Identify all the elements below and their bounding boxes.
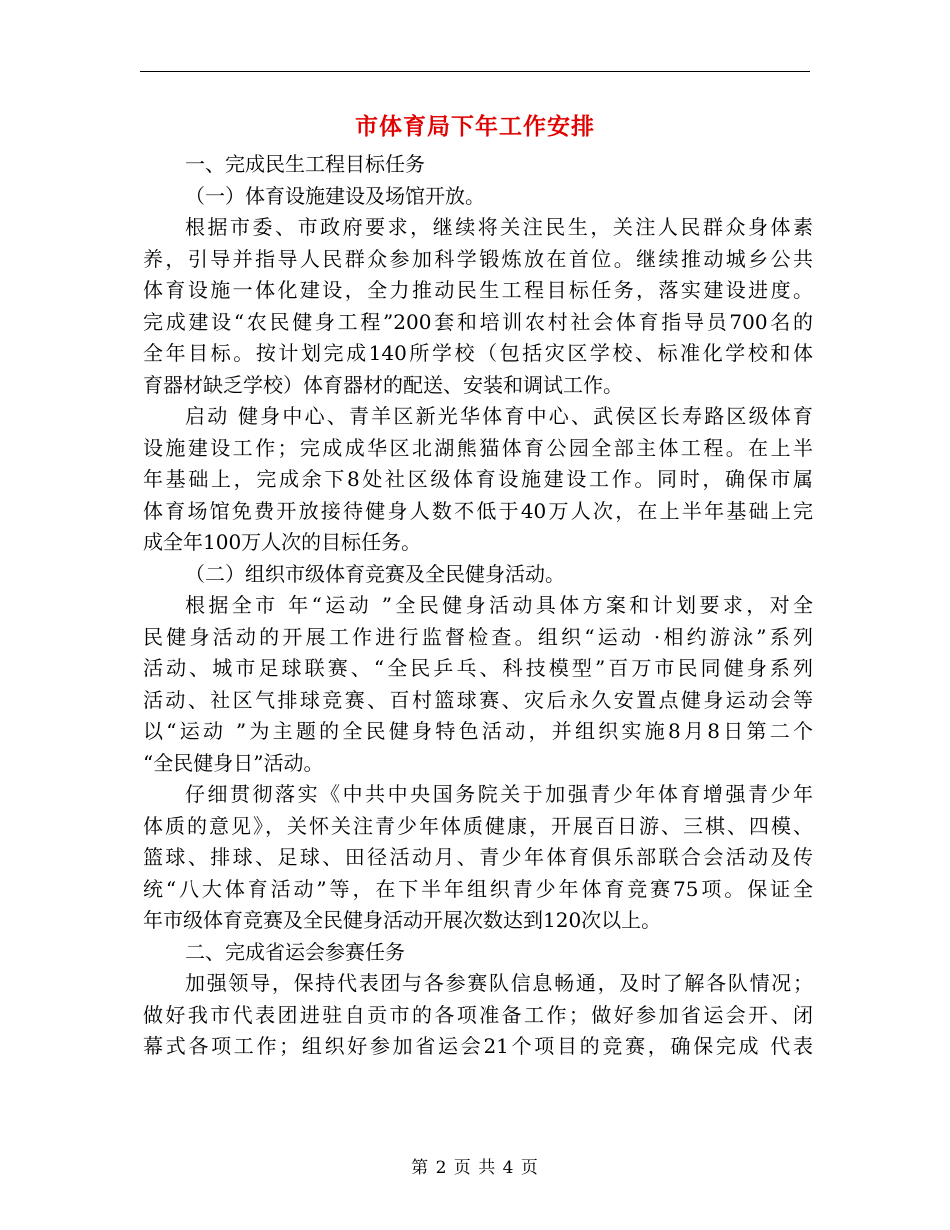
text-line: 一、完成民生工程目标任务 (185, 152, 425, 176)
text-line: 仔细贯彻落实《中共中央国务院关于加强青少年体育增强青少年 (185, 782, 813, 806)
text-line: 根据市委、市政府要求，继续将关注民生，关注人民群众身体素 (185, 215, 813, 239)
text-line: 幕式各项工作；组织好参加省运会21个项目的竞赛，确保完成 代表 (143, 1034, 813, 1058)
text-line: 活动、社区气排球竞赛、百村篮球赛、灾后永久安置点健身运动会等 (143, 687, 813, 712)
text-line: 全年目标。按计划完成140所学校（包括灾区学校、标准化学校和体 (143, 341, 813, 365)
text-line: 统“八大体育活动”等，在下半年组织青少年体育竞赛75项。保证全 (143, 876, 813, 901)
document-body (143, 149, 813, 1063)
text-line: 活动、城市足球联赛、“全民乒乓、科技模型”百万市民同健身系列 (143, 656, 813, 680)
text-line: 二、完成省运会参赛任务 (185, 939, 405, 964)
text-line: 做好我市代表团进驻自贡市的各项准备工作；做好参加省运会开、闭 (143, 1002, 813, 1027)
document-title: 市体育局下年工作安排 (355, 114, 595, 140)
text-line: 成全年100万人次的目标任务。 (143, 530, 422, 554)
text-line: 根据全市 年“运动 ”全民健身活动具体方案和计划要求，对全 (185, 593, 813, 617)
text-line: 体育场馆免费开放接待健身人数不低于40万人次，在上半年基础上完 (143, 498, 813, 523)
text-line: 年基础上，完成余下8处社区级体育设施建设工作。同时，确保市属 (143, 467, 813, 491)
text-line: 以“运动 ”为主题的全民健身特色活动，并组织实施8月8日第二个 (143, 719, 813, 743)
text-line: 民健身活动的开展工作进行监督检查。组织“运动 ·相约游泳”系列 (143, 624, 813, 649)
text-line: 育器材缺乏学校）体育器材的配送、安装和调试工作。 (143, 372, 623, 397)
text-line: “全民健身日”活动。 (143, 750, 324, 775)
page-footer: 第 2 页 共 4 页 (411, 1158, 539, 1178)
text-line: 设施建设工作；完成成华区北湖熊猫体育公园全部主体工程。在上半 (143, 435, 813, 460)
text-line: 年市级体育竞赛及全民健身活动开展次数达到120次以上。 (143, 908, 662, 932)
text-line: 体育设施一体化建设，全力推动民生工程目标任务，落实建设进度。 (143, 278, 813, 302)
text-line: 养，引导并指导人民群众参加科学锻炼放在首位。继续推动城乡公共 (143, 246, 813, 271)
text-line: 完成建设“农民健身工程”200套和培训农村社会体育指导员700名的 (143, 309, 813, 334)
text-line: 加强领导，保持代表团与各参赛队信息畅通，及时了解各队情况； (185, 971, 813, 995)
header-rule (140, 71, 810, 72)
text-line: （二）组织市级体育竞赛及全民健身活动。 (185, 561, 565, 586)
text-line: 启动 健身中心、青羊区新光华体育中心、武侯区长寿路区级体育 (185, 404, 813, 428)
text-line: 篮球、排球、足球、田径活动月、青少年体育俱乐部联合会活动及传 (143, 845, 813, 869)
text-line: 体质的意见》，关怀关注青少年体质健康，开展百日游、三棋、四模、 (143, 813, 813, 838)
text-line: （一）体育设施建设及场馆开放。 (185, 183, 485, 208)
